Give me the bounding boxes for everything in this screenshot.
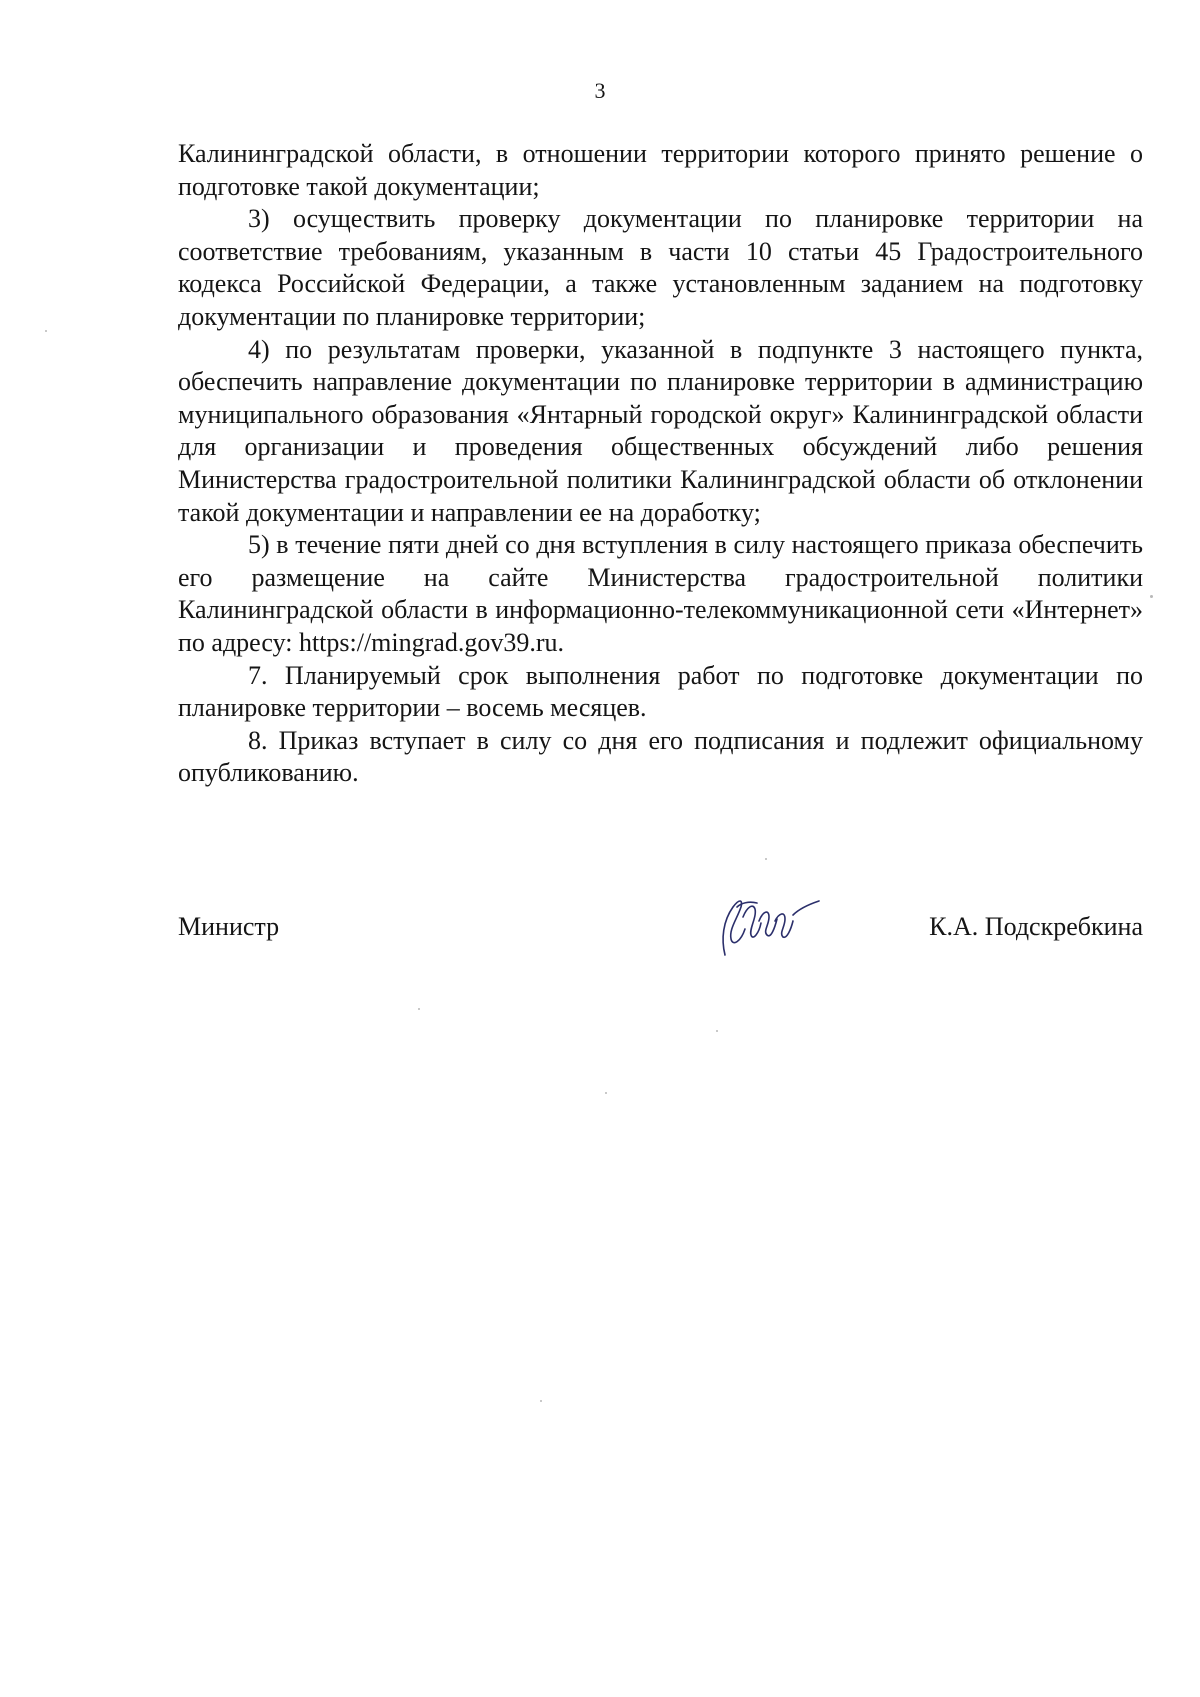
scan-speck: [418, 1008, 420, 1010]
paragraph-item-5: 5) в течение пяти дней со дня вступления в силу настоящего приказа обеспечить его размещение на сайте Министерства градостроительной политики Калининградской области в информационно-телекоммуникационной сети «Интернет» по адресу: https://mingrad.gov39.ru.: [178, 530, 1143, 657]
scan-speck: [716, 1030, 718, 1032]
scan-speck: [540, 1400, 542, 1402]
scan-speck: [605, 1092, 607, 1094]
paragraph-continuation: Калининградской области, в отношении территории которого принято решение о подготовке такой документации;: [178, 139, 1143, 201]
paragraph-clause-8: 8. Приказ вступает в силу со дня его подписания и подлежит официальному опубликованию.: [178, 725, 1143, 788]
scan-speck: [1150, 595, 1153, 598]
page-number: 3: [594, 78, 606, 103]
signer-name: К.А. Подскребкина: [929, 912, 1143, 941]
paragraph-item-3: 3) осуществить проверку документации по планировке территории на соответствие требованиям, указанным в части 10 статьи 45 Градостроительного кодекса Российской Федерации, а также установленным заданием на подготовку документации по планировке территории;: [178, 204, 1143, 331]
paragraph-clause-7: 7. Планируемый срок выполнения работ по подготовке документации по планировке территории – восемь месяцев.: [178, 660, 1143, 723]
paragraph-item-4: 4) по результатам проверки, указанной в подпункте 3 настоящего пункта, обеспечить направление документации по планировке территории в администрацию муниципального образования «Янтарный городской округ» Калининградской области для организации и проведения общественных обсуждений либо решения Министерства градостроительной политики Калининградской области об отклонении такой документации и направлении ее на доработку;: [178, 334, 1143, 527]
scan-speck: [45, 330, 47, 332]
scan-speck: [765, 858, 767, 860]
signer-position: Министр: [178, 912, 280, 941]
document-body: [178, 138, 1143, 790]
signature-block: [178, 905, 1143, 965]
handwritten-signature: [703, 877, 823, 967]
